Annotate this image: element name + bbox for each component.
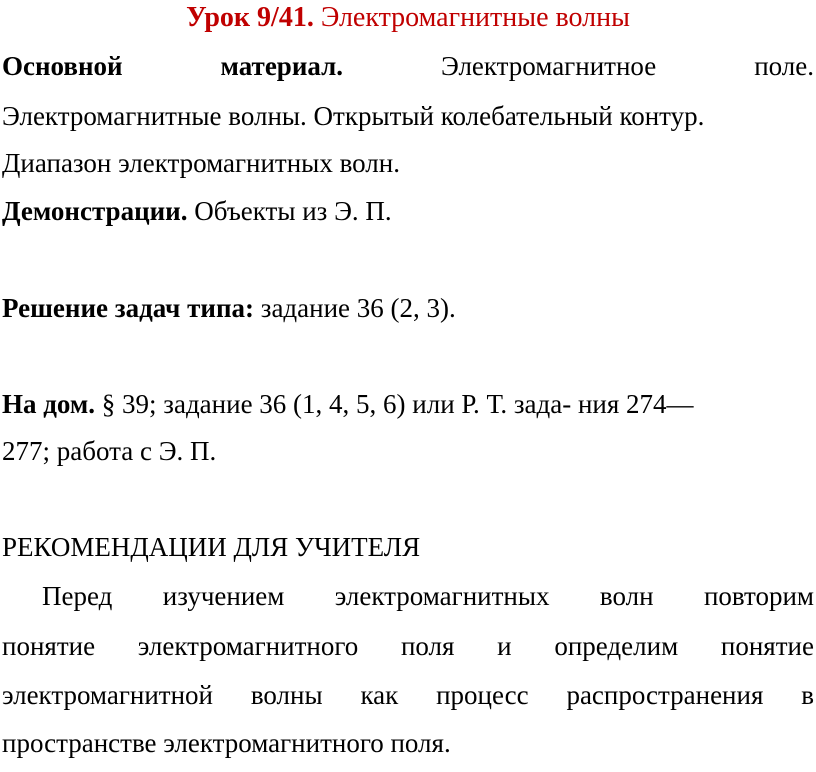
problems-line <box>2 292 814 324</box>
homework-text-1: § 39; задание 36 (1, 4, 5, 6) или Р. Т. зада- ния 274— <box>95 389 694 419</box>
problems-label: Решение задач типа: <box>2 293 255 323</box>
main-material-line-1 <box>2 50 814 82</box>
paragraph-line-3 <box>2 679 814 711</box>
paragraph-word: волн <box>599 581 654 611</box>
paragraph-word: волны <box>250 680 323 710</box>
lesson-number: Урок 9/41. <box>186 2 314 33</box>
paragraph-word: определим <box>554 631 679 661</box>
demonstrations-text: Объекты из Э. П. <box>187 196 392 226</box>
paragraph-word: электромагнитных <box>334 581 550 611</box>
main-material-word-2: поле. <box>754 51 814 81</box>
paragraph-word: и <box>497 631 512 661</box>
homework-line-1 <box>2 388 814 420</box>
demonstrations-label: Демонстрации. <box>2 196 188 226</box>
paragraph-word: процесс <box>436 680 529 710</box>
paragraph-line-2 <box>2 630 814 662</box>
paragraph-word: понятие <box>720 631 814 661</box>
main-material-label-2: материал. <box>220 51 344 81</box>
paragraph-word: понятие <box>2 631 96 661</box>
paragraph-word: в <box>801 680 814 710</box>
paragraph-word: электромагнитного <box>137 631 359 661</box>
homework-line-2: 277; работа с Э. П. <box>2 436 217 466</box>
homework-label: На дом. <box>2 389 96 419</box>
main-material-line-3: Диапазон электромагнитных волн. <box>2 148 400 178</box>
demonstrations-line <box>2 195 814 227</box>
paragraph-word: Перед <box>42 581 113 611</box>
paragraph-word: как <box>360 680 399 710</box>
recommendations-heading: РЕКОМЕНДАЦИИ ДЛЯ УЧИТЕЛЯ <box>2 532 421 562</box>
lesson-topic: Электромагнитные волны <box>313 2 630 33</box>
problems-text: задание 36 (2, 3). <box>254 293 456 323</box>
paragraph-word: электромагнитной <box>2 680 213 710</box>
paragraph-word: поля <box>400 631 455 661</box>
main-material-label-1: Основной <box>2 51 123 81</box>
lesson-title <box>2 2 814 34</box>
paragraph-word: изучением <box>162 581 285 611</box>
main-material-word-1: Электромагнитное <box>440 51 657 81</box>
paragraph-word: распространения <box>566 680 764 710</box>
paragraph-line-1 <box>42 580 814 612</box>
paragraph-word: повторим <box>703 581 814 611</box>
main-material-line-2: Электромагнитные волны. Открытый колебательный контур. <box>2 101 705 131</box>
paragraph-line-4: пространстве электромагнитного поля. <box>2 728 451 758</box>
